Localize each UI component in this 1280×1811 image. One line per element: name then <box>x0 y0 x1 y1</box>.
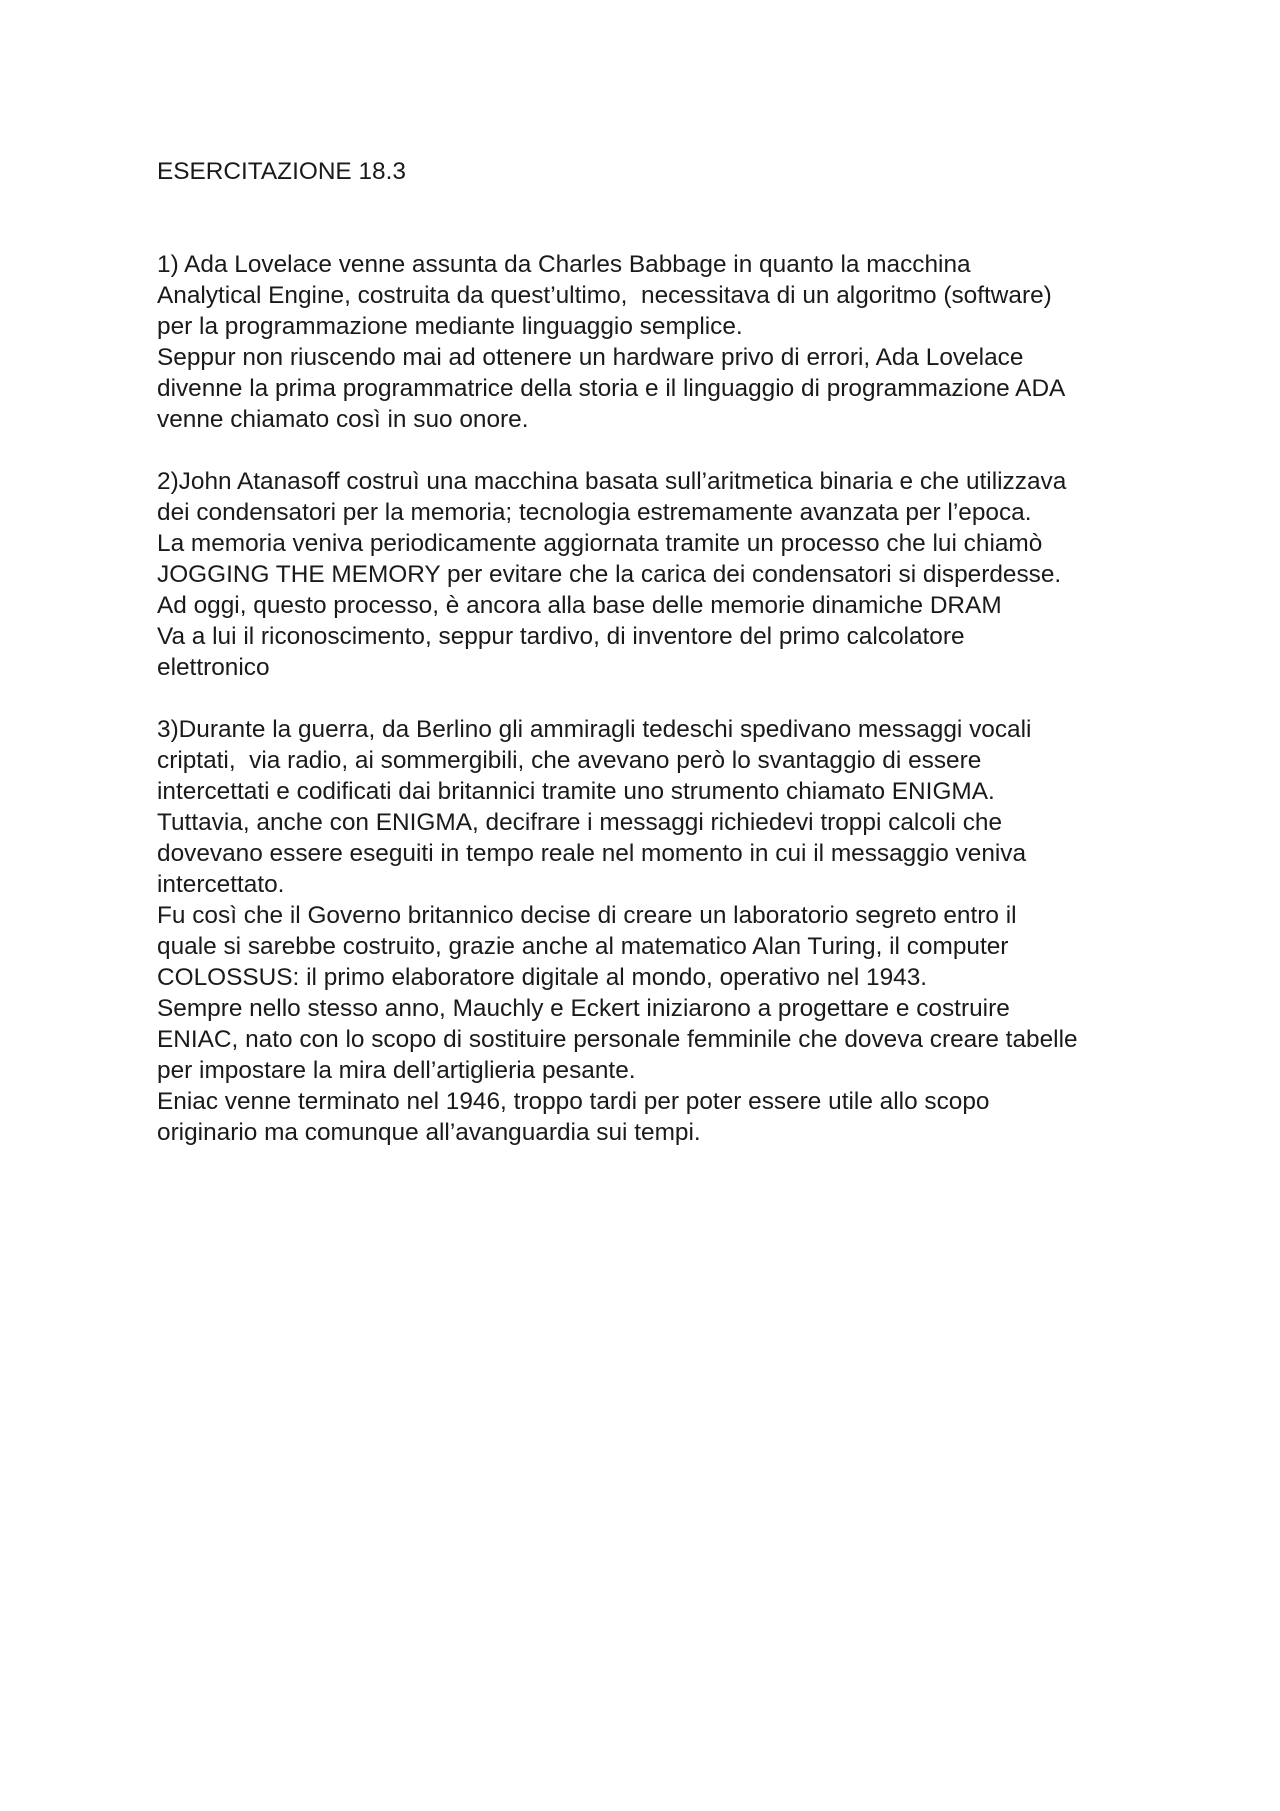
text-line: Ad oggi, questo processo, è ancora alla base delle memorie dinamiche DRAM <box>157 592 1002 619</box>
text-line: dei condensatori per la memoria; tecnologia estremamente avanzata per l’epoca. <box>157 499 1032 526</box>
text-line: Eniac venne terminato nel 1946, troppo tardi per poter essere utile allo scopo <box>157 1088 990 1115</box>
text-line: dovevano essere eseguiti in tempo reale nel momento in cui il messaggio veniva <box>157 840 1027 867</box>
text-line: Tuttavia, anche con ENIGMA, decifrare i messaggi richiedevi troppi calcoli che <box>157 809 1003 836</box>
spacer <box>157 683 1167 714</box>
text-line: JOGGING THE MEMORY per evitare che la carica dei condensatori si disperdesse. <box>157 561 1062 588</box>
paragraph-2 <box>157 466 1167 683</box>
text-line: 3)Durante la guerra, da Berlino gli ammiragli tedeschi spedivano messaggi vocali <box>157 716 1032 743</box>
text-line: originario ma comunque all’avanguardia sui tempi. <box>157 1119 701 1146</box>
text-line: La memoria veniva periodicamente aggiornata tramite un processo che lui chiamò <box>157 530 1043 557</box>
spacer <box>157 187 1167 249</box>
text-line: COLOSSUS: il primo elaboratore digitale al mondo, operativo nel 1943. <box>157 964 928 991</box>
paragraph-3 <box>157 714 1167 1148</box>
text-line: ENIAC, nato con lo scopo di sostituire personale femminile che doveva creare tabelle <box>157 1026 1078 1053</box>
text-line: Sempre nello stesso anno, Mauchly e Eckert iniziarono a progettare e costruire <box>157 995 1010 1022</box>
text-line: intercettato. <box>157 871 285 898</box>
text-line: venne chiamato così in suo onore. <box>157 406 529 433</box>
text-line: criptati, via radio, ai sommergibili, che avevano però lo svantaggio di essere <box>157 747 982 774</box>
text-line: per impostare la mira dell’artiglieria pesante. <box>157 1057 636 1084</box>
text-line: per la programmazione mediante linguaggio semplice. <box>157 313 743 340</box>
spacer <box>157 435 1167 466</box>
text-line: elettronico <box>157 654 270 681</box>
document-title: ESERCITAZIONE 18.3 <box>157 158 406 185</box>
text-line: 2)John Atanasoff costruì una macchina basata sull’aritmetica binaria e che utilizzava <box>157 468 1067 495</box>
text-line: divenne la prima programmatrice della storia e il linguaggio di programmazione ADA <box>157 375 1066 402</box>
text-line: quale si sarebbe costruito, grazie anche al matematico Alan Turing, il computer <box>157 933 1009 960</box>
text-line: 1) Ada Lovelace venne assunta da Charles Babbage in quanto la macchina <box>157 251 971 278</box>
paragraph-1 <box>157 249 1167 435</box>
text-line: Seppur non riuscendo mai ad ottenere un hardware privo di errori, Ada Lovelace <box>157 344 1024 371</box>
text-line: intercettati e codificati dai britannici tramite uno strumento chiamato ENIGMA. <box>157 778 995 805</box>
text-line: Fu così che il Governo britannico decise di creare un laboratorio segreto entro il <box>157 902 1017 929</box>
text-line: Analytical Engine, costruita da quest’ultimo, necessitava di un algoritmo (software) <box>157 282 1052 309</box>
text-line: Va a lui il riconoscimento, seppur tardivo, di inventore del primo calcolatore <box>157 623 965 650</box>
document-body <box>157 156 1167 1148</box>
